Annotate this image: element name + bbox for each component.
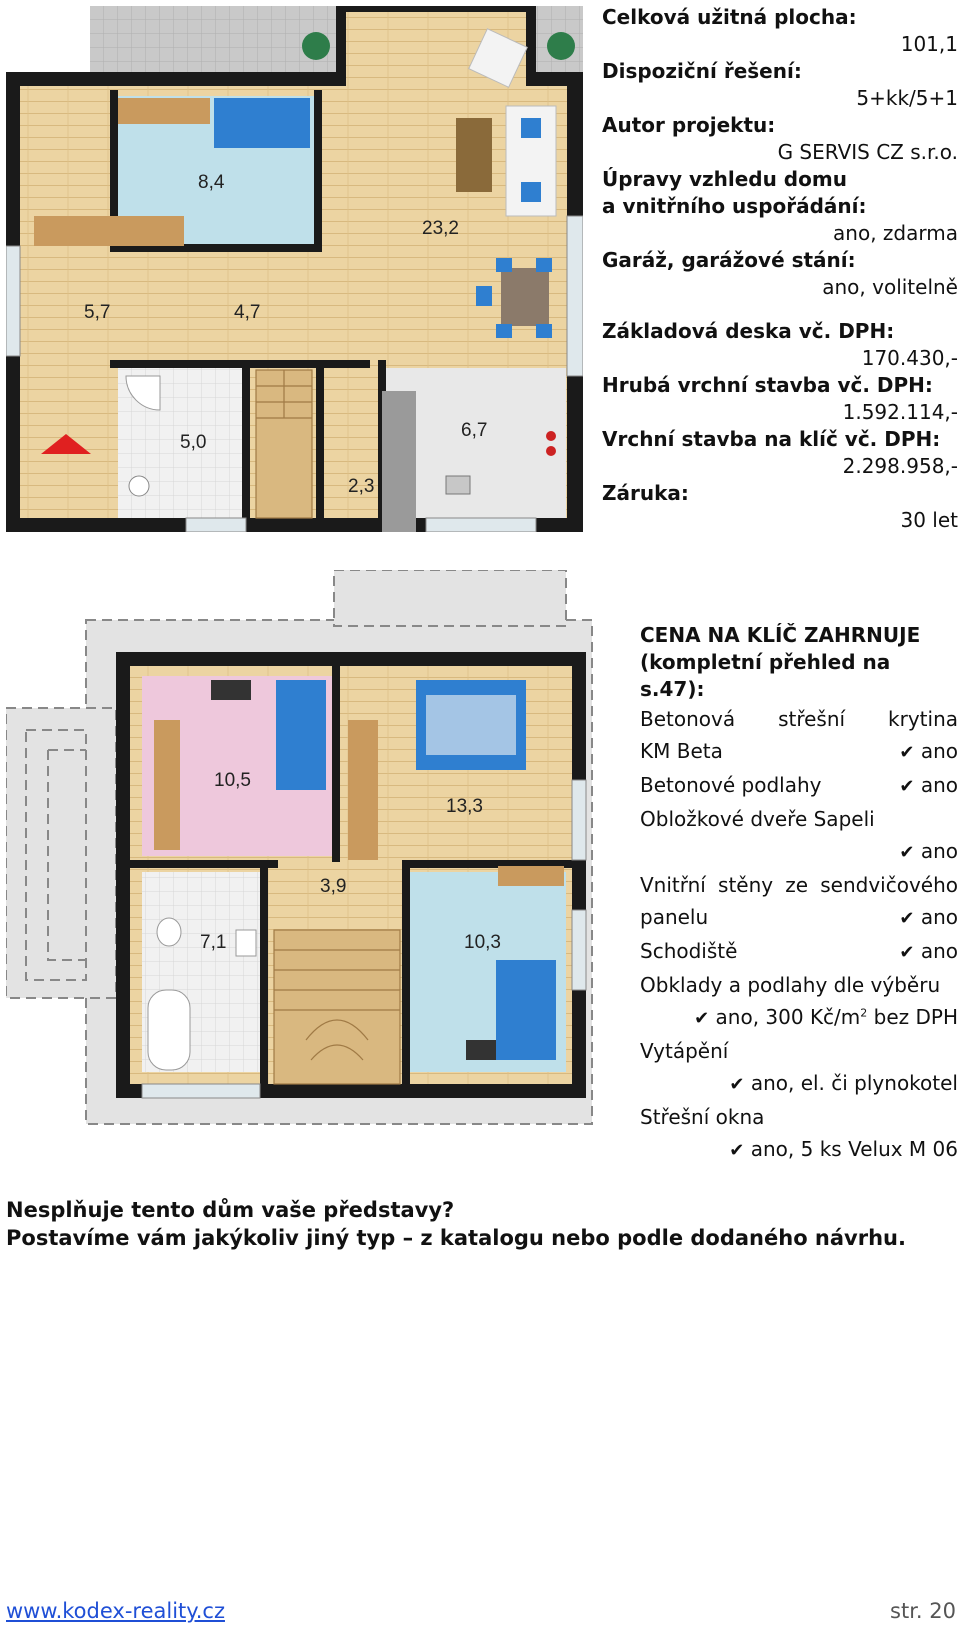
rough-construction-price: 1.592.114,- [842,400,958,424]
garage-label: Garáž, garážové stání: [602,248,856,272]
item-doors: Obložkové dveře Sapeli [640,807,875,831]
base-plate-price: 170.430,- [861,346,958,370]
room-area-label: 5,7 [84,302,111,323]
room-area-label: 10,5 [214,770,251,791]
area-label: Celková užitná plocha: [602,5,857,29]
room-area-label: 5,0 [180,432,207,453]
room-area-label: 2,3 [348,476,375,497]
item-windows: Střešní okna [640,1105,765,1129]
plant-icon [302,32,330,60]
footer-question-line: Nesplňuje tento dům vaše představy? [6,1198,455,1222]
stairs-ground [256,370,312,518]
warranty-label: Záruka: [602,481,689,505]
item-tiles-value: ano, 300 Kč/m [715,1005,861,1029]
check-icon: ✔ [899,942,915,963]
room-area-label: 6,7 [461,420,488,441]
item-tiles-suffix: bez DPH [867,1005,958,1029]
check-icon: ✔ [899,776,915,797]
item-stairs-value: ano [920,939,958,963]
item-walls: Vnitřní stěny ze sendvičového [640,873,958,897]
check-icon: ✔ [729,1074,745,1095]
room-area-label: 4,7 [234,302,261,323]
author-value: G SERVIS CZ s.r.o. [777,140,958,164]
check-icon: ✔ [899,842,915,863]
item-windows-value: ano, 5 ks Velux M 06 [750,1137,958,1161]
item-roof: Betonová střešní krytina [640,707,958,731]
check-icon: ✔ [729,1140,745,1161]
page-number: str. 20 [890,1599,956,1623]
item-walls-value: ano [920,905,958,929]
base-plate-label: Základová deska vč. DPH: [602,319,895,343]
item-floors-value: ano [920,773,958,797]
room-area-label: 3,9 [320,876,347,897]
modifications-value: ano, zdarma [833,221,958,245]
item-heating: Vytápění [640,1039,729,1063]
included-subtitle: (kompletní přehled na s.47): [640,650,891,701]
item-walls-2: panelu [640,905,709,929]
rough-construction-label: Hrubá vrchní stavba vč. DPH: [602,373,933,397]
item-tiles-sup: 2 [860,1006,868,1020]
modifications-label: Úpravy vzhledu domu [602,167,847,191]
check-icon: ✔ [899,908,915,929]
bed-icon [496,960,556,1060]
layout-value: 5+kk/5+1 [856,86,958,110]
room-area-label: 7,1 [200,932,227,953]
turnkey-price: 2.298.958,- [842,454,958,478]
author-label: Autor projektu: [602,113,776,137]
item-tiles: Obklady a podlahy dle výběru [640,973,941,997]
bathtub-icon [148,990,190,1070]
room-area-label: 23,2 [422,218,459,239]
check-icon: ✔ [694,1008,710,1029]
website-link[interactable]: www.kodex-reality.cz [6,1599,225,1623]
item-doors-value: ano [920,839,958,863]
upper-floor-plan [6,570,620,1126]
bed-icon [214,98,310,148]
footer-offer-line: Postavíme vám jakýkoliv jiný typ – z katalogu nebo podle dodaného návrhu. [6,1226,906,1250]
garage-value: ano, volitelně [822,275,958,299]
included-title: CENA NA KLÍČ ZAHRNUJE [640,623,921,647]
bed-icon [276,680,326,790]
warranty-value: 30 let [900,508,958,532]
stairs-upper [274,930,400,1084]
check-icon: ✔ [899,742,915,763]
item-roof-value: ano [920,739,958,763]
turnkey-included-list [640,622,958,1167]
item-roof-2: KM Beta [640,739,723,763]
modifications-label-2: a vnitřního uspořádání: [602,194,867,218]
layout-label: Dispoziční řešení: [602,59,802,83]
item-heating-value: ano, el. či plynokotel [750,1071,958,1095]
item-floors: Betonové podlahy [640,773,822,797]
footer-question [6,1196,956,1252]
room-area-label: 13,3 [446,796,483,817]
ground-floor-plan [6,6,583,532]
turnkey-label: Vrchní stavba na klíč vč. DPH: [602,427,941,451]
house-specs [602,4,958,534]
room-area-label: 8,4 [198,172,225,193]
item-stairs: Schodiště [640,939,738,963]
plant-icon [547,32,575,60]
area-value: 101,1 [900,32,958,56]
room-area-label: 10,3 [464,932,501,953]
